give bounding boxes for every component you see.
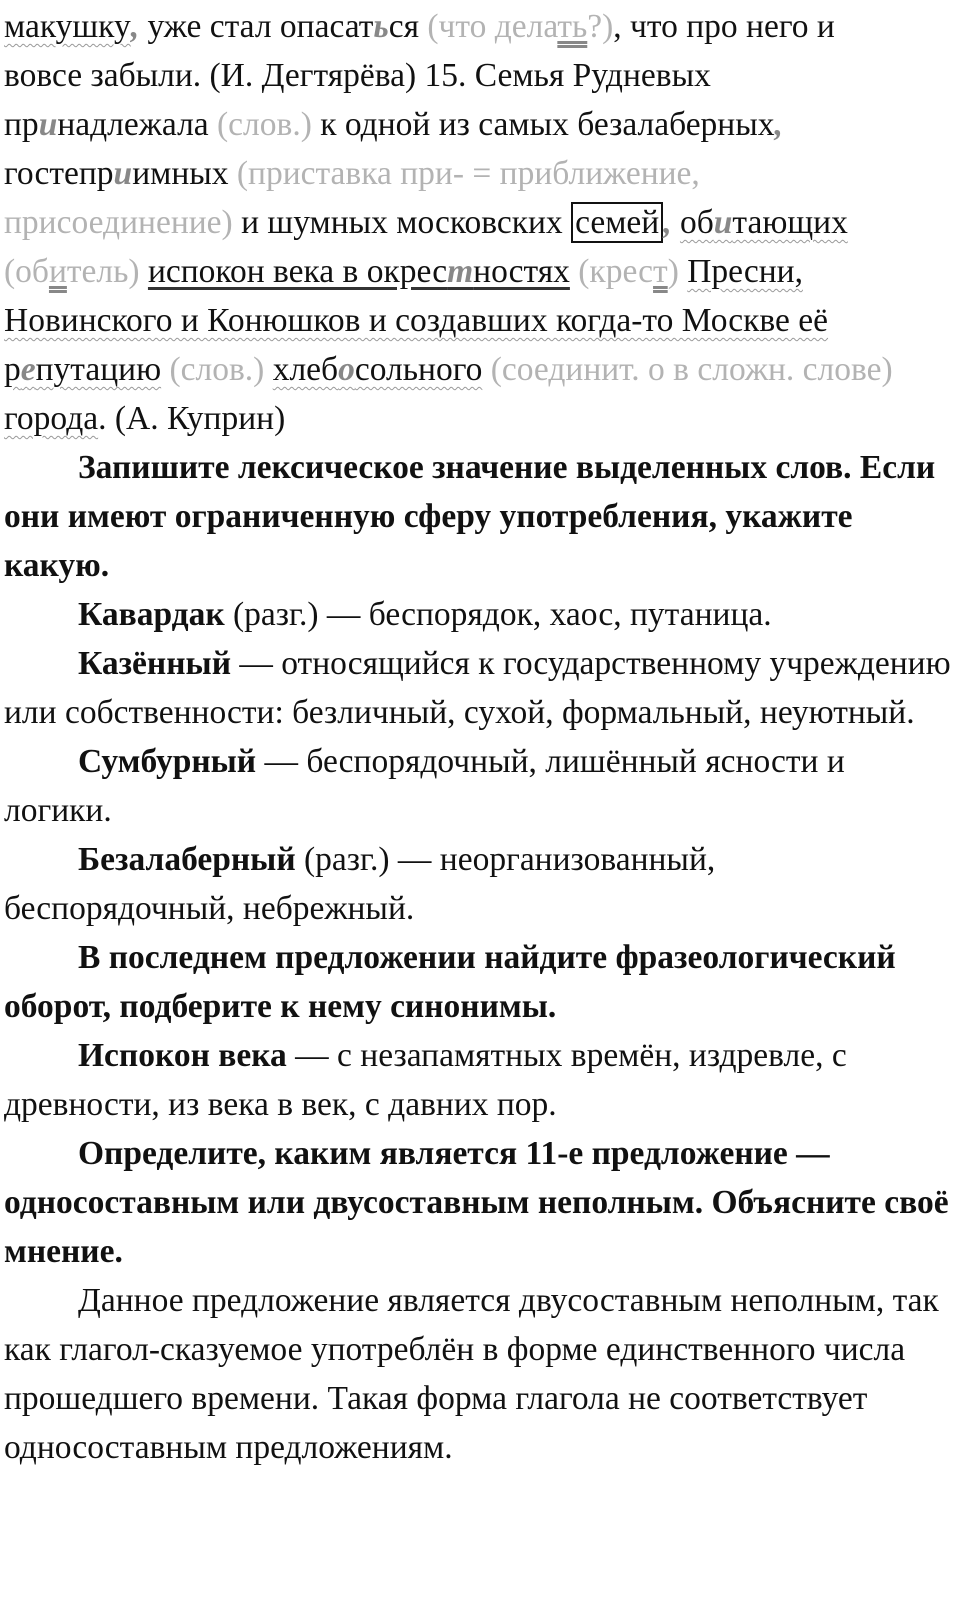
underlined-word: репутацию — [4, 351, 162, 388]
highlighted-letter: и — [713, 204, 733, 241]
highlighted-letter: и — [38, 106, 58, 143]
highlighted-letter: т — [447, 253, 474, 290]
phraseologism: испокон века в окрестностях — [147, 253, 570, 290]
definition-paragraph: Сумбурный — беспорядочный, лишённый ясности и логики. — [4, 743, 845, 829]
highlighted-letter: и — [113, 155, 133, 192]
underlined-word: Пресни, — [687, 253, 803, 290]
highlighted-letter: о — [338, 351, 355, 388]
example-text — [4, 2, 954, 443]
highlighted-comma: , — [663, 204, 672, 241]
example-line: вовсе забыли. (И. Дегтярёва) 15. Семья Рудневых — [4, 57, 711, 94]
hint-text: (крест) — [578, 253, 679, 290]
task-heading: В последнем предложении найдите фразеологический оборот, подберите к нему синонимы. — [4, 939, 896, 1025]
highlighted-letter: ь — [373, 8, 389, 45]
hint-text: (соединит. о в сложн. слове) — [490, 351, 893, 388]
underlined-word: обитающих — [679, 204, 848, 241]
underlined-word: хлебосольного — [272, 351, 483, 388]
boxed-word: семей — [571, 202, 663, 243]
example-line: города. (А. Куприн) — [4, 400, 286, 437]
document-page — [4, 2, 954, 1472]
text-run: ся — [388, 8, 419, 45]
example-line — [4, 2, 954, 51]
text-run: уже стал опасат — [139, 8, 374, 45]
example-line — [4, 296, 954, 345]
hint-text: (приставка при- = приближение, — [236, 155, 700, 192]
definition-paragraph: Казённый — относящийся к государственному учреждению или собственности: безличный, сухой, формальный, неуютный. — [4, 645, 951, 731]
task-heading: Запишите лексическое значение выделенных слов. Если они имеют ограниченную сферу употребления, укажите какую. — [4, 449, 936, 584]
highlighted-comma: , — [774, 106, 783, 143]
definition-term: Сумбурный — [78, 743, 257, 780]
phrase-term: Испокон века — [78, 1037, 287, 1074]
highlighted-letter: е — [20, 351, 36, 388]
example-line: принадлежала (слов.) к одной из самых безалаберных, — [4, 106, 783, 143]
task-heading: Определите, каким является 11-е предложение — односоставным или двусоставным неполным. Объясните своё мнение. — [4, 1135, 949, 1270]
underlined-word: Новинского и Конюшков и создавших когда-то Москве её — [4, 302, 829, 339]
underlined-word: города — [4, 400, 99, 437]
hint-text: (что делать?) — [427, 8, 614, 45]
answer-paragraph: Данное предложение является двусоставным неполным, так как глагол-сказуемое употреблён в форме единственного числа прошедшего времени. Такая форма глагола не соответствует односоставным предложениям. — [4, 1282, 939, 1466]
example-line: присоединение) и шумных московских семей , обитающих — [4, 204, 848, 241]
definition-term: Казённый — [78, 645, 231, 682]
definition-term: Кавардак — [78, 596, 225, 633]
definition-term: Безалаберный — [78, 841, 296, 878]
hint-text: (слов.) — [169, 351, 265, 388]
highlighted-comma: , — [130, 8, 140, 45]
hint-text: присоединение) — [4, 204, 233, 241]
definition-paragraph: Безалаберный (разг.) — неорганизованный, беспорядочный, небрежный. — [4, 841, 716, 927]
definition-paragraph: Кавардак (разг.) — беспорядок, хаос, путаница. — [78, 596, 772, 633]
example-line — [4, 247, 954, 296]
example-line — [4, 345, 954, 394]
underlined-word: макушку — [4, 8, 131, 45]
hint-text: (обитель) — [4, 253, 140, 290]
text-run: , что про него и — [613, 8, 835, 45]
hint-text: (слов.) — [217, 106, 312, 143]
example-line: гостеприимных (приставка при- = приближение, — [4, 155, 700, 192]
phrase-paragraph: Испокон века — с незапамятных времён, издревле, с древности, из века в век, с давних пор. — [4, 1037, 847, 1123]
